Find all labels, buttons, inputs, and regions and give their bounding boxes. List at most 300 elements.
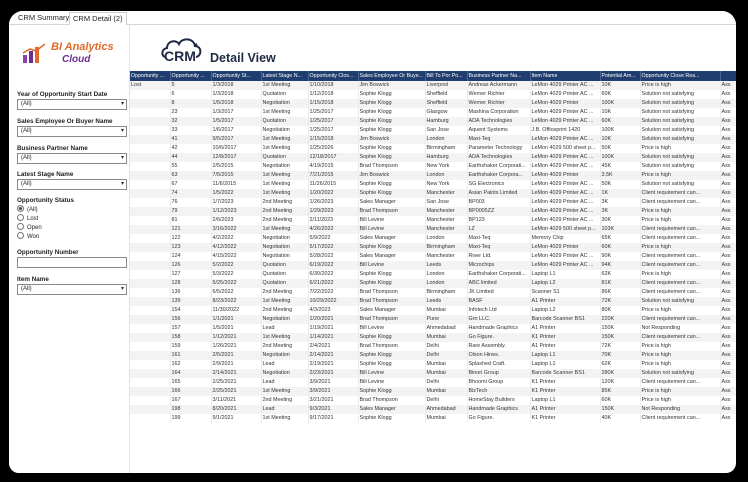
table-row[interactable] bbox=[130, 351, 736, 360]
table-cell: 1/1/2021 bbox=[211, 315, 261, 324]
table-cell bbox=[130, 288, 170, 297]
table-row[interactable] bbox=[130, 225, 736, 234]
partner-filter-dropdown[interactable] bbox=[17, 153, 127, 164]
table-cell: 220K bbox=[600, 315, 640, 324]
table-cell: Negotiation bbox=[261, 252, 308, 261]
table-cell: Solution not satisfying bbox=[640, 90, 720, 99]
table-cell: 5/28/2022 bbox=[308, 252, 358, 261]
table-cell: 1/20/2021 bbox=[308, 315, 358, 324]
table-cell: Negotiation bbox=[261, 162, 308, 171]
table-cell: Negotiation bbox=[261, 369, 308, 378]
table-cell: Sophie Klogg bbox=[358, 333, 425, 342]
table-cell: 1/26/2023 bbox=[308, 198, 358, 207]
table-cell: Bill Levine bbox=[358, 225, 425, 234]
radio-icon bbox=[17, 223, 24, 230]
table-cell: 162 bbox=[170, 360, 211, 369]
table-cell: Ass bbox=[720, 360, 736, 369]
table-row[interactable] bbox=[130, 135, 736, 144]
table-row[interactable] bbox=[130, 324, 736, 333]
table-cell: Sales Manager bbox=[358, 405, 425, 414]
table-cell: 5/17/2022 bbox=[308, 243, 358, 252]
status-option-all[interactable] bbox=[17, 206, 38, 214]
table-cell: A1 Printer bbox=[530, 297, 600, 306]
table-cell: 1/10/2018 bbox=[308, 81, 358, 90]
table-cell: 6/19/2022 bbox=[308, 261, 358, 270]
table-cell: BP003 bbox=[467, 198, 530, 207]
opportunity-number-input[interactable] bbox=[17, 257, 127, 268]
table-cell: Ass bbox=[720, 306, 736, 315]
table-cell: Ass bbox=[720, 378, 736, 387]
table-row[interactable] bbox=[130, 342, 736, 351]
table-cell bbox=[130, 189, 170, 198]
table-cell: Grn LLC. bbox=[467, 315, 530, 324]
table-row[interactable] bbox=[130, 171, 736, 180]
table-cell: Laptop L2 bbox=[530, 279, 600, 288]
radio-selected-icon bbox=[17, 205, 24, 212]
column-header[interactable]: Latest Stage N... bbox=[261, 71, 308, 81]
table-cell: 1/26/2021 bbox=[211, 342, 261, 351]
table-cell: Solution not satisfying bbox=[640, 153, 720, 162]
table-row[interactable] bbox=[130, 144, 736, 153]
table-cell: Solution not satisfying bbox=[640, 108, 720, 117]
table-cell: Ass bbox=[720, 315, 736, 324]
table-cell: LeMon 4029 Printer AC ... bbox=[530, 117, 600, 126]
table-cell: LeMon 4029 Printer AC ... bbox=[530, 153, 600, 162]
table-row[interactable] bbox=[130, 279, 736, 288]
table-cell: Sales Manager bbox=[358, 198, 425, 207]
table-cell: 2nd Meeting bbox=[261, 306, 308, 315]
table-cell: BizTech bbox=[467, 387, 530, 396]
table-cell: Ass bbox=[720, 414, 736, 423]
table-cell: LZ bbox=[467, 225, 530, 234]
table-cell: LeMon 4029 Printer AC ... bbox=[530, 135, 600, 144]
table-cell: Ass bbox=[720, 153, 736, 162]
table-cell: ADA Technologies bbox=[467, 117, 530, 126]
status-option-label: Lost bbox=[27, 216, 39, 223]
table-cell: Birmingham bbox=[425, 288, 467, 297]
table-cell: 3K bbox=[600, 198, 640, 207]
table-cell: 2nd Meeting bbox=[261, 396, 308, 405]
table-row[interactable] bbox=[130, 360, 736, 369]
table-cell: A1 Printer bbox=[530, 342, 600, 351]
table-cell: Sophie Klogg bbox=[358, 99, 425, 108]
table-cell: Delhi bbox=[425, 378, 467, 387]
table-row[interactable] bbox=[130, 207, 736, 216]
table-row[interactable] bbox=[130, 126, 736, 135]
table-cell: 1/3/2018 bbox=[211, 81, 261, 90]
table-cell: LeMon 4029 Printer AC ... bbox=[530, 261, 600, 270]
table-cell: 7/21/2015 bbox=[308, 171, 358, 180]
sales-filter-dropdown[interactable] bbox=[17, 126, 127, 137]
table-cell: Mumbai bbox=[425, 306, 467, 315]
table-cell: Sales Manager bbox=[358, 306, 425, 315]
table-cell: 1st Meeting bbox=[261, 333, 308, 342]
table-cell: London bbox=[425, 234, 467, 243]
column-header[interactable] bbox=[720, 71, 736, 81]
table-cell: 1st Meeting bbox=[261, 225, 308, 234]
table-row[interactable] bbox=[130, 414, 736, 423]
table-cell: Ass bbox=[720, 270, 736, 279]
table-cell: 2/14/2021 bbox=[308, 351, 358, 360]
table-row[interactable] bbox=[130, 198, 736, 207]
table-cell: 81 bbox=[170, 216, 211, 225]
table-row[interactable] bbox=[130, 117, 736, 126]
table-cell: Client requirement can... bbox=[640, 189, 720, 198]
table-cell: 2/4/2021 bbox=[308, 342, 358, 351]
radio-icon bbox=[17, 232, 24, 239]
table-cell: 76 bbox=[170, 198, 211, 207]
table-cell: Brad Thompson bbox=[358, 297, 425, 306]
table-cell: Sales Manager bbox=[358, 252, 425, 261]
table-cell: LeMon 4029 Printer AC ... bbox=[530, 162, 600, 171]
table-row[interactable] bbox=[130, 153, 736, 162]
table-cell bbox=[130, 243, 170, 252]
table-cell: Birmingham bbox=[425, 144, 467, 153]
table-cell: 1/5/2021 bbox=[211, 324, 261, 333]
table-cell: 122 bbox=[170, 234, 211, 243]
table-cell: 1/12/2018 bbox=[308, 90, 358, 99]
table-row[interactable] bbox=[130, 180, 736, 189]
table-cell: Handmade Graphics bbox=[467, 405, 530, 414]
table-cell: 79 bbox=[170, 207, 211, 216]
table-row[interactable] bbox=[130, 81, 736, 90]
table-cell: 94K bbox=[600, 261, 640, 270]
table-cell: London bbox=[425, 279, 467, 288]
table-cell bbox=[130, 225, 170, 234]
table-cell: Ass bbox=[720, 387, 736, 396]
table-cell: 8/20/2021 bbox=[211, 405, 261, 414]
table-cell: 150K bbox=[600, 324, 640, 333]
table-cell: 100K bbox=[600, 99, 640, 108]
table-row[interactable] bbox=[130, 90, 736, 99]
table-cell: 4/3/2023 bbox=[308, 306, 358, 315]
table-cell: Delhi bbox=[425, 396, 467, 405]
status-option-open[interactable] bbox=[17, 224, 42, 232]
column-header[interactable]: Opportunity St... bbox=[211, 71, 261, 81]
table-row[interactable] bbox=[130, 369, 736, 378]
table-cell: 85K bbox=[600, 387, 640, 396]
table-cell: Ass bbox=[720, 234, 736, 243]
table-cell: K1 Printer bbox=[530, 378, 600, 387]
table-cell: Price is high bbox=[640, 270, 720, 279]
table-cell: 1/14/2021 bbox=[308, 333, 358, 342]
column-header[interactable]: Business Partner Na... bbox=[467, 71, 530, 81]
table-cell: Delhi bbox=[425, 351, 467, 360]
brand-line2: Cloud bbox=[62, 54, 91, 65]
table-cell: 10K bbox=[600, 81, 640, 90]
table-row[interactable] bbox=[130, 333, 736, 342]
table-cell: Ass bbox=[720, 207, 736, 216]
table-cell: LeMon 4029 500 sheet p... bbox=[530, 225, 600, 234]
table-cell: Andreas Ackermann bbox=[467, 81, 530, 90]
table-cell: BP0005ZZ bbox=[467, 207, 530, 216]
table-row[interactable] bbox=[130, 108, 736, 117]
table-cell: 5/3/2022 bbox=[211, 270, 261, 279]
table-cell: Ass bbox=[720, 405, 736, 414]
table-cell: Aquent Systems bbox=[467, 126, 530, 135]
table-cell: Go Figure. bbox=[467, 414, 530, 423]
chevron-down-icon: ▾ bbox=[120, 181, 124, 187]
table-cell: Microchips bbox=[467, 261, 530, 270]
table-cell: London bbox=[425, 135, 467, 144]
table-cell bbox=[130, 126, 170, 135]
table-cell bbox=[130, 315, 170, 324]
table-cell: LeMon 4029 Printer AC ... bbox=[530, 207, 600, 216]
table-row[interactable] bbox=[130, 387, 736, 396]
chevron-down-icon: ▾ bbox=[120, 128, 124, 134]
table-cell: 2nd Meeting bbox=[261, 288, 308, 297]
table-cell: Ass bbox=[720, 243, 736, 252]
table-cell: 154 bbox=[170, 306, 211, 315]
table-cell: 3/21/2021 bbox=[308, 396, 358, 405]
table-cell: 1st Meeting bbox=[261, 171, 308, 180]
table-row[interactable] bbox=[130, 297, 736, 306]
table-cell: Sophie Klogg bbox=[358, 360, 425, 369]
table-cell: 1/7/2023 bbox=[211, 198, 261, 207]
table-cell: Lead bbox=[261, 324, 308, 333]
column-header[interactable]: Item Name bbox=[530, 71, 600, 81]
table-cell: 10K bbox=[600, 108, 640, 117]
table-cell: 12/8/2017 bbox=[211, 153, 261, 162]
table-cell: Sophie Klogg bbox=[358, 180, 425, 189]
table-cell: LeMon 4029 Printer AC ... bbox=[530, 252, 600, 261]
column-header[interactable]: Opportunity Close Rea... bbox=[640, 71, 720, 81]
table-cell: 1/25/2017 bbox=[308, 126, 358, 135]
table-cell: Sophie Klogg bbox=[358, 189, 425, 198]
table-cell: Birmingham bbox=[425, 243, 467, 252]
table-cell: Price is high bbox=[640, 306, 720, 315]
table-cell: Sophie Klogg bbox=[358, 279, 425, 288]
table-cell: Barcode Scanner BS1 bbox=[530, 369, 600, 378]
table-cell: Bill Levine bbox=[358, 378, 425, 387]
table-cell: Sophie Klogg bbox=[358, 144, 425, 153]
year-filter-dropdown[interactable] bbox=[17, 99, 127, 110]
table-cell bbox=[130, 153, 170, 162]
table-cell: Infotech Ltd bbox=[467, 306, 530, 315]
table-cell: 121 bbox=[170, 225, 211, 234]
column-header[interactable]: Opportunity ... bbox=[170, 71, 211, 81]
tab-crm-summary[interactable]: CRM Summary bbox=[18, 13, 70, 22]
table-cell: 1st Meeting bbox=[261, 135, 308, 144]
crm-cloud-logo bbox=[160, 35, 204, 69]
table-cell: Client requirement can... bbox=[640, 378, 720, 387]
table-cell: Brad Thompson bbox=[358, 162, 425, 171]
table-cell: Hamburg bbox=[425, 117, 467, 126]
table-cell: Solution not satisfying bbox=[640, 180, 720, 189]
table-cell bbox=[130, 360, 170, 369]
table-cell bbox=[130, 234, 170, 243]
table-cell: 60K bbox=[600, 90, 640, 99]
table-cell: Barcode Scanner BS1 bbox=[530, 315, 600, 324]
table-cell: Price is high bbox=[640, 342, 720, 351]
table-cell: 1st Meeting bbox=[261, 108, 308, 117]
table-cell: Negotiation bbox=[261, 126, 308, 135]
table-cell: Sophie Klogg bbox=[358, 126, 425, 135]
table-cell: 11/30/2022 bbox=[211, 306, 261, 315]
table-cell: Brad Thompson bbox=[358, 342, 425, 351]
table-cell: 1/15/2018 bbox=[308, 135, 358, 144]
table-cell: Not Responding bbox=[640, 405, 720, 414]
table-row[interactable] bbox=[130, 315, 736, 324]
table-cell: Jim Boswick bbox=[358, 171, 425, 180]
table-cell: New York bbox=[425, 180, 467, 189]
table-body bbox=[130, 81, 736, 423]
table-cell: 23 bbox=[170, 108, 211, 117]
table-cell: 7/22/2022 bbox=[308, 288, 358, 297]
table-cell: Earthshaker Corporati... bbox=[467, 270, 530, 279]
table-cell: 3/11/2021 bbox=[211, 396, 261, 405]
table-cell: Ass bbox=[720, 108, 736, 117]
table-row[interactable] bbox=[130, 378, 736, 387]
column-header[interactable]: Sales Employee Or Buye... bbox=[359, 73, 424, 79]
table-cell: 1/5/2018 bbox=[211, 99, 261, 108]
table-cell: 123 bbox=[170, 243, 211, 252]
table-cell: Ass bbox=[720, 279, 736, 288]
table-cell: Ass bbox=[720, 297, 736, 306]
table-row[interactable] bbox=[130, 216, 736, 225]
table-cell: Parameter Technology bbox=[467, 144, 530, 153]
table-cell: Ass bbox=[720, 135, 736, 144]
table-cell: Brad Thompson bbox=[358, 288, 425, 297]
table-cell: Ass bbox=[720, 171, 736, 180]
table-cell: Splashed Craft. bbox=[467, 360, 530, 369]
table-cell: 280K bbox=[600, 369, 640, 378]
table-cell: Ass bbox=[720, 117, 736, 126]
status-option-won[interactable] bbox=[17, 233, 39, 241]
table-cell: Not Responding bbox=[640, 324, 720, 333]
table-cell: 4/19/2015 bbox=[308, 162, 358, 171]
table-row[interactable] bbox=[130, 288, 736, 297]
table-cell bbox=[130, 378, 170, 387]
table-row[interactable] bbox=[130, 306, 736, 315]
table-cell: Ahmedabad bbox=[425, 324, 467, 333]
table-row[interactable] bbox=[130, 252, 736, 261]
table-cell: Ass bbox=[720, 324, 736, 333]
table-cell: 150K bbox=[600, 405, 640, 414]
table-cell: 9/1/2021 bbox=[211, 414, 261, 423]
table-cell: Client requirement can... bbox=[640, 261, 720, 270]
table-cell: 55 bbox=[170, 162, 211, 171]
table-cell: Quotation bbox=[261, 90, 308, 99]
table-cell bbox=[130, 306, 170, 315]
table-cell: 158 bbox=[170, 333, 211, 342]
status-option-lost[interactable] bbox=[17, 215, 38, 223]
table-cell: 9/17/2021 bbox=[308, 414, 358, 423]
table-cell: 1/12/2021 bbox=[211, 333, 261, 342]
table-row[interactable] bbox=[130, 162, 736, 171]
table-cell: Solution not satisfying bbox=[640, 297, 720, 306]
table-cell: Liverpool bbox=[425, 81, 467, 90]
table-cell: Ass bbox=[720, 99, 736, 108]
table-cell: LeMon 4029 Printer AC ... bbox=[530, 198, 600, 207]
table-cell: Scanner S1 bbox=[530, 288, 600, 297]
table-cell: 199 bbox=[170, 414, 211, 423]
table-row[interactable] bbox=[130, 234, 736, 243]
table-row[interactable] bbox=[130, 396, 736, 405]
table-row[interactable] bbox=[130, 270, 736, 279]
column-header[interactable]: Opportunity Clos... bbox=[308, 71, 358, 81]
table-cell: London bbox=[425, 171, 467, 180]
table-cell: Quotation bbox=[261, 117, 308, 126]
column-header[interactable]: Opportunity ... bbox=[130, 71, 170, 81]
table-cell: Manchester bbox=[425, 252, 467, 261]
table-cell: 40K bbox=[600, 414, 640, 423]
table-row[interactable] bbox=[130, 261, 736, 270]
table-cell: 6/30/2022 bbox=[308, 270, 358, 279]
status-option-label: Won bbox=[27, 234, 40, 241]
table-cell: 12/18/2017 bbox=[308, 153, 358, 162]
year-filter-value: (All) bbox=[21, 101, 32, 107]
table-cell bbox=[130, 207, 170, 216]
column-header[interactable]: Bill To Por Po... bbox=[425, 71, 467, 81]
table-cell: 4/12/2022 bbox=[211, 243, 261, 252]
table-cell: Mashina Corporation bbox=[467, 108, 530, 117]
table-cell: 72K bbox=[600, 342, 640, 351]
table-cell: 50K bbox=[600, 180, 640, 189]
table-row[interactable] bbox=[130, 189, 736, 198]
table-cell: San Jose bbox=[425, 126, 467, 135]
table-cell: Quotation bbox=[261, 279, 308, 288]
table-cell: Sophie Klogg bbox=[358, 108, 425, 117]
table-cell: Sophie Klogg bbox=[358, 90, 425, 99]
table-cell: 3/9/2021 bbox=[308, 387, 358, 396]
column-header[interactable]: Potential Am... bbox=[600, 71, 640, 81]
table-cell: Maxi-Teq bbox=[467, 243, 530, 252]
sales-filter-label: Sales Employee Or Buyer Name bbox=[17, 118, 113, 125]
table-cell: Negotiation bbox=[261, 243, 308, 252]
table-cell: Price is high bbox=[640, 207, 720, 216]
table-cell bbox=[130, 396, 170, 405]
table-cell: Mumbai bbox=[425, 387, 467, 396]
chevron-down-icon: ▾ bbox=[120, 155, 124, 161]
table-cell: Laptop L1 bbox=[530, 270, 600, 279]
table-row[interactable] bbox=[130, 99, 736, 108]
table-cell: Sophie Klogg bbox=[358, 351, 425, 360]
table-cell: Manchester bbox=[425, 216, 467, 225]
table-cell: River Ltd. bbox=[467, 252, 530, 261]
table-cell: Leeds bbox=[425, 297, 467, 306]
table-cell: Ass bbox=[720, 369, 736, 378]
table-cell: Bill Levine bbox=[358, 261, 425, 270]
table-cell: LeMon 4029 Printer bbox=[530, 243, 600, 252]
table-cell: Quotation bbox=[261, 270, 308, 279]
table-cell: 90K bbox=[600, 252, 640, 261]
table-cell: 2/6/2023 bbox=[211, 216, 261, 225]
table-cell: 1/25/2017 bbox=[308, 108, 358, 117]
table-cell: Price is high bbox=[640, 81, 720, 90]
table-cell: 42 bbox=[170, 144, 211, 153]
stage-filter-dropdown[interactable] bbox=[17, 179, 127, 190]
table-cell: Leeds bbox=[425, 261, 467, 270]
brand-line1: BI Analytics bbox=[51, 41, 114, 53]
table-row[interactable] bbox=[130, 405, 736, 414]
table-cell: 50K bbox=[600, 144, 640, 153]
table-cell bbox=[130, 261, 170, 270]
table-cell bbox=[130, 144, 170, 153]
table-cell: 1/6/2017 bbox=[211, 126, 261, 135]
table-cell: A1 Printer bbox=[530, 405, 600, 414]
table-cell: 2nd Meeting bbox=[261, 216, 308, 225]
tab-crm-detail[interactable]: CRM Detail (2) bbox=[69, 12, 127, 25]
table-cell bbox=[130, 90, 170, 99]
table-cell: Sophie Klogg bbox=[358, 414, 425, 423]
table-cell: 9/3/2021 bbox=[308, 405, 358, 414]
table-cell: 1/15/2018 bbox=[308, 99, 358, 108]
table-cell: 128 bbox=[170, 279, 211, 288]
table-row[interactable] bbox=[130, 243, 736, 252]
item-filter-dropdown[interactable] bbox=[17, 284, 127, 295]
table-cell: Solution not satisfying bbox=[640, 99, 720, 108]
